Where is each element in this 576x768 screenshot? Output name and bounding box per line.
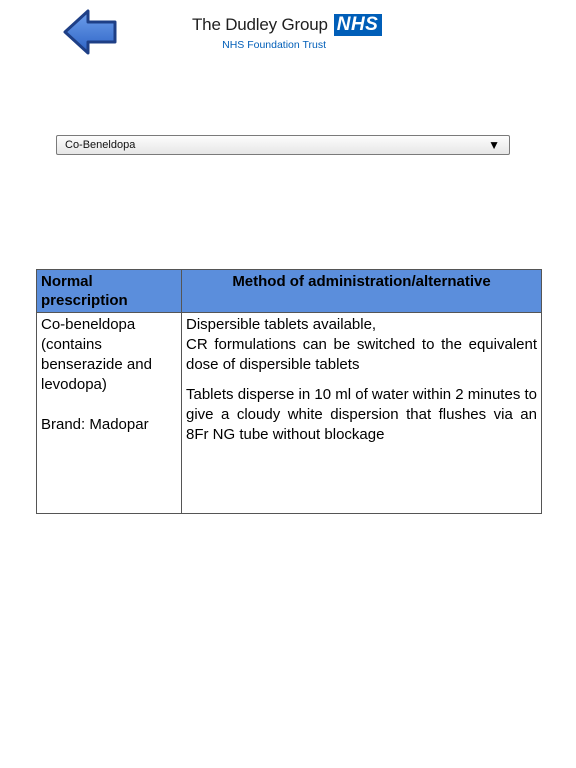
- back-button[interactable]: [62, 8, 118, 56]
- trust-logo: [192, 12, 392, 56]
- cell-prescription: [37, 313, 182, 514]
- cell-method: [182, 313, 542, 514]
- dropdown-arrow-icon: ▼: [488, 138, 500, 152]
- logo-subtitle: NHS Foundation Trust: [222, 39, 326, 51]
- header-method-of-administration: Method of administration/alternative: [182, 270, 542, 313]
- drug-info-table: [36, 269, 542, 514]
- header-normal-prescription: Normal prescription: [37, 270, 182, 313]
- logo-name: The Dudley Group: [192, 15, 328, 34]
- table-header-row: [37, 270, 542, 313]
- method-paragraph-1: [186, 315, 537, 375]
- prescription-text: Co-beneldopa (contains benserazide and levodopa): [41, 316, 152, 393]
- drug-select-value: Co-Beneldopa: [65, 139, 136, 151]
- method-paragraph-2: Tablets disperse in 10 ml of water within 2 minutes to give a cloudy white dispersion that flushes via an 8Fr NG tube without blockage: [186, 386, 537, 443]
- method-line-2: CR formulations can be switched to the equivalent dose of dispersible tablets: [186, 336, 537, 373]
- brand-text: Brand: Madopar: [41, 416, 149, 433]
- method-line-1: Dispersible tablets available,: [186, 316, 377, 333]
- drug-select[interactable]: [56, 135, 510, 155]
- back-arrow-icon: [62, 8, 118, 56]
- nhs-logo-badge: NHS: [334, 14, 383, 36]
- table-row: [37, 313, 542, 514]
- logo-top: [192, 14, 382, 36]
